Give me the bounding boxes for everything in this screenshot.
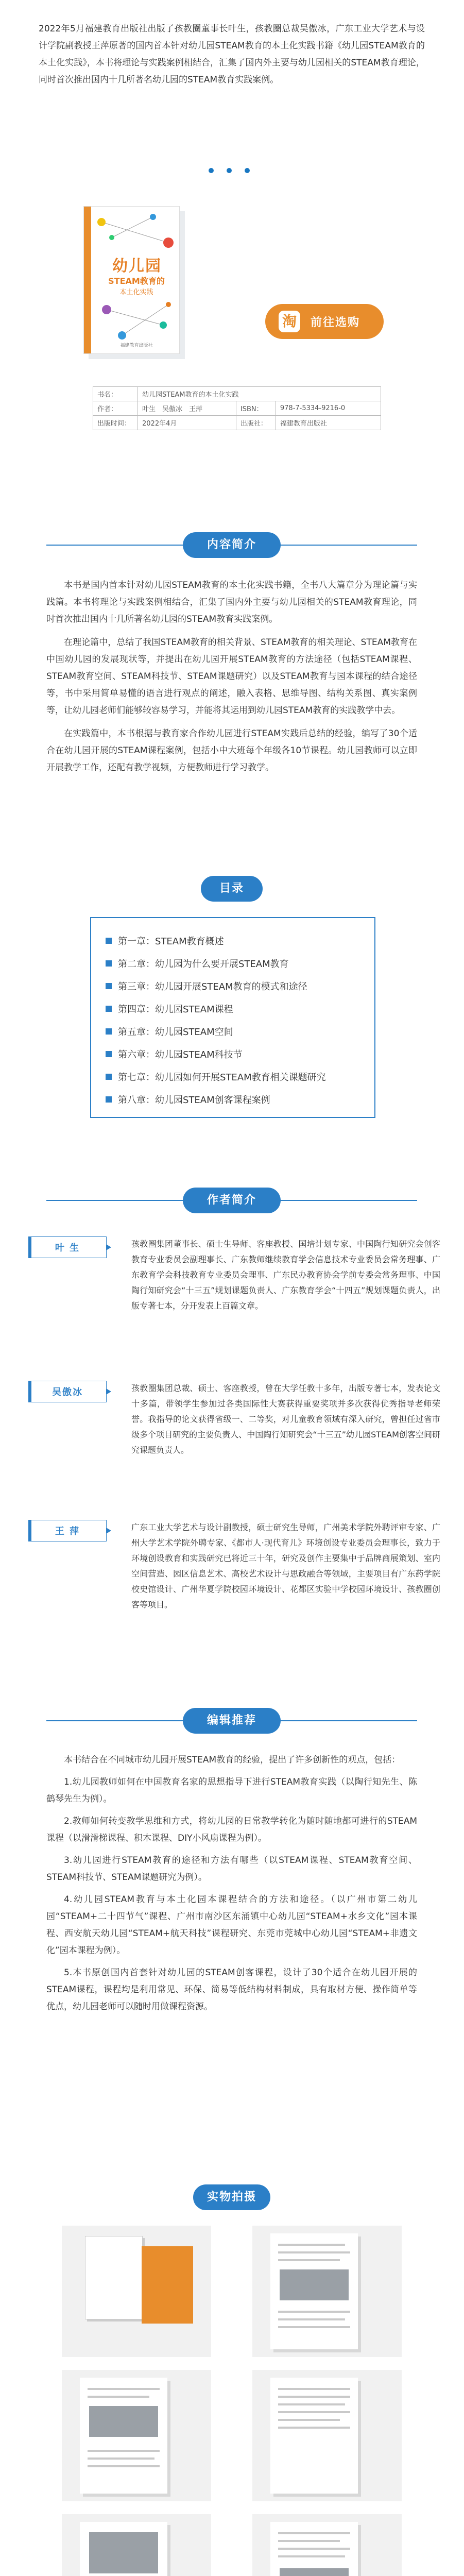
section-title-summary: 内容简介 xyxy=(183,532,281,558)
author-block xyxy=(28,1236,440,1355)
intro-paragraph: 2022年5月福建教育出版社出版了孩教圈董事长叶生，孩教圈总裁吴傲冰，广东工业大学艺术与设计学院副教授王萍原著的国内首本针对幼儿园STEAM教育的本土化实践书籍《幼儿园STEAM教育的本土化实践》，本书将理论与实践案例相结合，汇集了国内外主要与幼儿园相关的STEAM教育理论，同时首次推出国内十几所著名幼儿园的STEAM教育实践案例。 xyxy=(39,24,425,85)
photo-page xyxy=(252,2370,402,2501)
photo-page xyxy=(62,2370,211,2501)
author-name-tag: 叶 生 xyxy=(28,1236,107,1258)
toc-item[interactable]: 第八章：幼儿园STEAM创客课程案例 xyxy=(91,1088,374,1111)
toc-item[interactable]: 第五章：幼儿园STEAM空间 xyxy=(91,1020,374,1043)
section-title-authors: 作者简介 xyxy=(183,1188,281,1213)
press-value: 福建教育出版社 xyxy=(276,416,381,430)
author-name-tag: 王 萍 xyxy=(28,1520,107,1541)
recommend-paragraph: 5.本书原创国内首套针对幼儿园的STEAM创客课程，设计了30个适合在幼儿园开展的STEAM课程，课程均是利用常见、环保、简易等低结构材料制成，具有取材方便、操作简单等优点，幼儿园老师可以随时用做课程资源。 xyxy=(46,1968,417,2012)
summary-text xyxy=(46,577,417,776)
toc-item[interactable]: 第二章：幼儿园为什么要开展STEAM教育 xyxy=(91,952,374,975)
summary-paragraph: 本书是国内首本针对幼儿园STEAM教育的本土化实践书籍，全书八大篇章分为理论篇与实践篇。本书将理论与实践案例相结合，汇集了国内外主要与幼儿园相关的STEAM教育理论，同时首次推出国内十几所著名幼儿园的STEAM教育实践案例。 xyxy=(46,580,417,624)
section-title-photos: 实物拍摄 xyxy=(193,2184,270,2210)
isbn-value: 978-7-5334-9216-0 xyxy=(276,401,381,416)
book-name-label: 书名： xyxy=(93,387,138,401)
taobao-icon: 淘 xyxy=(279,311,300,332)
author-bio: 孩教圈集团总裁、硕士、客座教授，曾在大学任教十多年，出版专著七本，发表论文十多篇，带领学生参加过各类国际性大赛获得重要奖项并多次获得优秀指导老师荣誉。我指导的论文获得省级一、二等奖，对儿童教育领域有深入研究，曾担任过省市级多个项目研究的主要负责人、中国陶行知研究会“十三五”幼儿园STEAM创客空间研究课题负责人。 xyxy=(131,1383,440,1455)
cover-subtitle-2: 本土化实践 xyxy=(119,289,153,296)
dot-divider xyxy=(0,166,464,176)
book-info-table xyxy=(93,386,381,430)
cover-title: 幼儿园 xyxy=(112,257,162,275)
toc-item[interactable]: 第六章：幼儿园STEAM科技节 xyxy=(91,1043,374,1065)
author-block xyxy=(28,1520,440,1649)
recommend-paragraph: 3.幼儿园进行STEAM教育的途径和方法有哪些（以STEAM课程、STEAM教育空间、STEAM科技节、STEAM课题研究为例）。 xyxy=(46,1855,417,1883)
toc-item[interactable]: 第一章：STEAM教育概述 xyxy=(91,929,374,952)
recommend-paragraph: 2.教师如何转变教学思维和方式，将幼儿园的日常教学转化为随时随地都可进行的STEAM课程（以滑滑梯课程、积木课程、DIY小风扇课程为例）。 xyxy=(46,1816,417,1843)
cover-subtitle: STEAM教育的 xyxy=(108,276,165,286)
photo-page xyxy=(252,2226,402,2357)
table-of-contents xyxy=(90,917,375,1118)
author-block xyxy=(28,1381,440,1494)
author-bio: 广东工业大学艺术与设计副教授，硕士研究生导师，广州美术学院外聘评审专家、广州大学艺术学院外聘专家、《都市人·现代育儿》环境创设专业委员会理事长，致力于环境创设教育和实践研究已将近三十年，研究及创作主要集中于品牌商展策划、室内空间营造、园区信息艺术、高校艺术设计与思政融合等领域，主要项目有广东药学院校史馆设计、广州华夏学院校园环境设计、花都区实验中学校园环境设计、孩教圈创客等项目。 xyxy=(131,1522,440,1609)
author-bio: 孩教圈集团董事长、硕士生导师、客座教授、国培计划专家、中国陶行知研究会创客教育专业委员会副理事长、广东教师继续教育学会信息技术专业委员会常务理事、广东教育学会科技教育专业委员会理事、广东民办教育协会学前专委会常务理事、中国陶行知研究会“十三五”规划课题负责人、广东教育学会“十四五”规划课题负责人，出版专著七本，分开发表上百篇文章。 xyxy=(131,1239,440,1311)
photo-book-front xyxy=(62,2226,211,2357)
recommend-text xyxy=(46,1752,417,2015)
section-title-toc: 目录 xyxy=(201,876,263,902)
recommend-paragraph: 4.幼儿园STEAM教育与本土化园本课程结合的方法和途径。（以广州市第二幼儿园“STEAM+二十四节气”课程、广州市南沙区东涌镇中心幼儿园“STEAM+水乡文化”园本课程、西安航天幼儿园“STEAM+航天科技”课程研究、东莞市莞城中心幼儿园“STEAM+非遗文化”园本课程为例）。 xyxy=(46,1894,417,1956)
buy-now-button[interactable] xyxy=(265,304,384,339)
press-label: 出版社： xyxy=(236,416,276,430)
recommend-paragraph: 1.幼儿园教师如何在中国教育名家的思想指导下进行STEAM教育实践（以陶行知先生、陈鹤琴先生为例）。 xyxy=(46,1777,417,1804)
book-cover xyxy=(77,201,185,358)
book-name-value: 幼儿园STEAM教育的本土化实践 xyxy=(138,387,381,401)
author-label: 作者： xyxy=(93,401,138,416)
date-label: 出版时间： xyxy=(93,416,138,430)
author-value: 叶生 吴傲冰 王萍 xyxy=(138,401,236,416)
cover-publisher: 福建教育出版社 xyxy=(120,343,153,348)
buy-now-label: 前往选购 xyxy=(311,316,360,329)
photo-page xyxy=(252,2514,402,2576)
photo-page xyxy=(62,2514,211,2576)
toc-item[interactable]: 第四章：幼儿园STEAM课程 xyxy=(91,997,374,1020)
section-title-recommend: 编辑推荐 xyxy=(183,1708,281,1734)
toc-item[interactable]: 第三章：幼儿园开展STEAM教育的模式和途径 xyxy=(91,975,374,997)
toc-item[interactable]: 第七章：幼儿园如何开展STEAM教育相关课题研究 xyxy=(91,1065,374,1088)
summary-paragraph: 在理论篇中，总结了我国STEAM教育的相关背景、STEAM教育的相关理论、STEAM教育在中国幼儿园的发展现状等，并提出在幼儿园开展STEAM教育的方法途径（包括STEAM课程、STEAM教育空间、STEAM科技节、STEAM课题研究）以及STEAM教育与园本课程的结合途径等，书中采用简单易懂的语言进行观点的阐述，融入表格、思维导图、结构关系图、真实案例等，让幼儿园老师们能够较容易学习，并能将其运用到幼儿园STEAM教育的实践教学中去。 xyxy=(46,637,417,716)
summary-paragraph: 在实践篇中，本书根据与教育家合作幼儿园进行STEAM实践后总结的经验，编写了30个适合在幼儿园开展的STEAM课程案例，包括小中大班每个年级各10节课程。幼儿园教师可以立即开展教学工作，还配有教学视频，方便教师进行学习教学。 xyxy=(46,728,417,773)
isbn-label: ISBN： xyxy=(236,401,276,416)
recommend-paragraph: 本书结合在不同城市幼儿园开展STEAM教育的经验，提出了许多创新性的观点，包括： xyxy=(64,1755,401,1765)
date-value: 2022年4月 xyxy=(138,416,236,430)
author-name-tag: 吴傲冰 xyxy=(28,1381,107,1402)
